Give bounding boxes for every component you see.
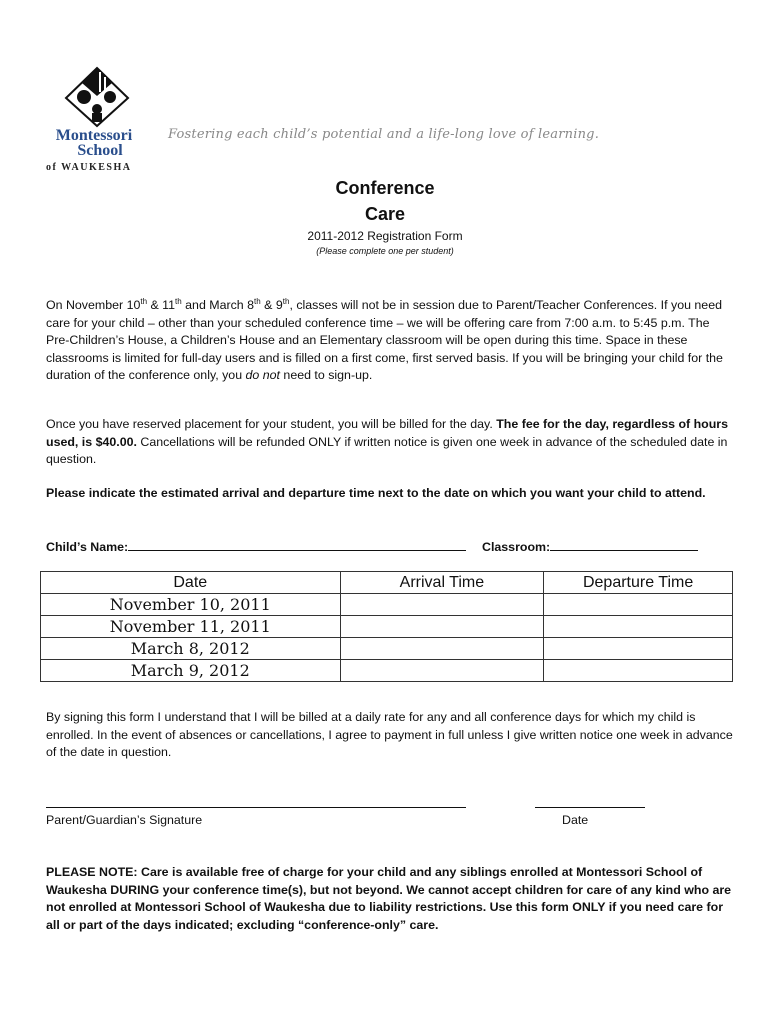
school-tagline: Fostering each child’s potential and a life-long love of learning.: [168, 127, 600, 142]
logo-text-school: School: [77, 142, 123, 159]
instruction-paragraph: Please indicate the estimated arrival and departure time next to the date on which you want your child to attend.: [46, 486, 706, 500]
signature-line[interactable]: [46, 807, 466, 808]
table-row: [41, 638, 733, 660]
form-subtitle: 2011-2012 Registration Form: [307, 229, 463, 243]
date-cell: March 9, 2012: [41, 660, 341, 682]
intro-paragraph: On November 10th & 11th and March 8th & 9th, classes will not be in session due to Parent/Teacher Conferences. If you need care for your child – other than your scheduled conference time – we will be offering care from 7:00 a.m. to 5:45 p.m. The Pre-Children’s House, a Children’s House and an Elementary classroom will be open during this time. Space in these classrooms is limited for full-day users and is filled on a first come, first served basis. If you will be bringing your child for the duration of the conference only, you do not need to sign-up.: [46, 297, 723, 383]
classroom-label: Classroom:: [482, 540, 551, 554]
child-name-label: Child’s Name:: [46, 540, 129, 554]
form-title-line2: Care: [364, 204, 406, 224]
departure-time-cell[interactable]: [544, 616, 733, 638]
agreement-paragraph: By signing this form I understand that I will be billed at a daily rate for any and all conference days for which my child is enrolled. In the event of absences or cancellations, I agree to payment in full unless I give written notice one week in advance of the date in question.: [46, 710, 733, 759]
logo-emblem-icon: [64, 66, 130, 128]
logo-text-waukesha: of WAUKESHA: [46, 162, 132, 173]
form-title-line1: Conference: [335, 178, 435, 198]
classroom-field[interactable]: [482, 538, 698, 554]
child-name-input-line[interactable]: [128, 538, 466, 551]
table-row: [41, 616, 733, 638]
table-row: [41, 594, 733, 616]
table-row: [41, 660, 733, 682]
header-date: Date: [41, 572, 341, 594]
arrival-time-cell[interactable]: [340, 638, 544, 660]
date-label: Date: [562, 813, 589, 827]
arrival-time-cell[interactable]: [340, 594, 544, 616]
date-line[interactable]: [535, 807, 645, 808]
classroom-input-line[interactable]: [550, 538, 698, 551]
date-cell: November 11, 2011: [41, 616, 341, 638]
please-note-paragraph: PLEASE NOTE: Care is available free of charge for your child and any siblings enrolled at Montessori School of Waukesha DURING your conference time(s), but not beyond. We cannot accept children for care of any kind who are not enrolled at Montessori School of Waukesha due to liability restrictions. Use this form ONLY if you need care for all or part of the days indicated; excluding “conference-only” care.: [46, 865, 732, 932]
departure-time-cell[interactable]: [544, 660, 733, 682]
school-logo: [44, 66, 156, 176]
departure-time-cell[interactable]: [544, 594, 733, 616]
arrival-time-cell[interactable]: [340, 660, 544, 682]
header-arrival-time: Arrival Time: [340, 572, 544, 594]
child-name-field[interactable]: [46, 538, 466, 554]
departure-time-cell[interactable]: [544, 638, 733, 660]
arrival-time-cell[interactable]: [340, 616, 544, 638]
logo-text-montessori: Montessori: [55, 127, 133, 144]
schedule-table: [40, 571, 733, 682]
header-departure-time: Departure Time: [544, 572, 733, 594]
form-note: (Please complete one per student): [316, 246, 454, 256]
date-cell: November 10, 2011: [41, 594, 341, 616]
fee-paragraph: Once you have reserved placement for your student, you will be billed for the day. The fee for the day, regardless of hours used, is $40.00. Cancellations will be refunded ONLY if written notice is given one week in advance of the scheduled date in question.: [46, 417, 729, 466]
signature-label: Parent/Guardian’s Signature: [46, 813, 203, 827]
table-header-row: [41, 572, 733, 594]
date-cell: March 8, 2012: [41, 638, 341, 660]
